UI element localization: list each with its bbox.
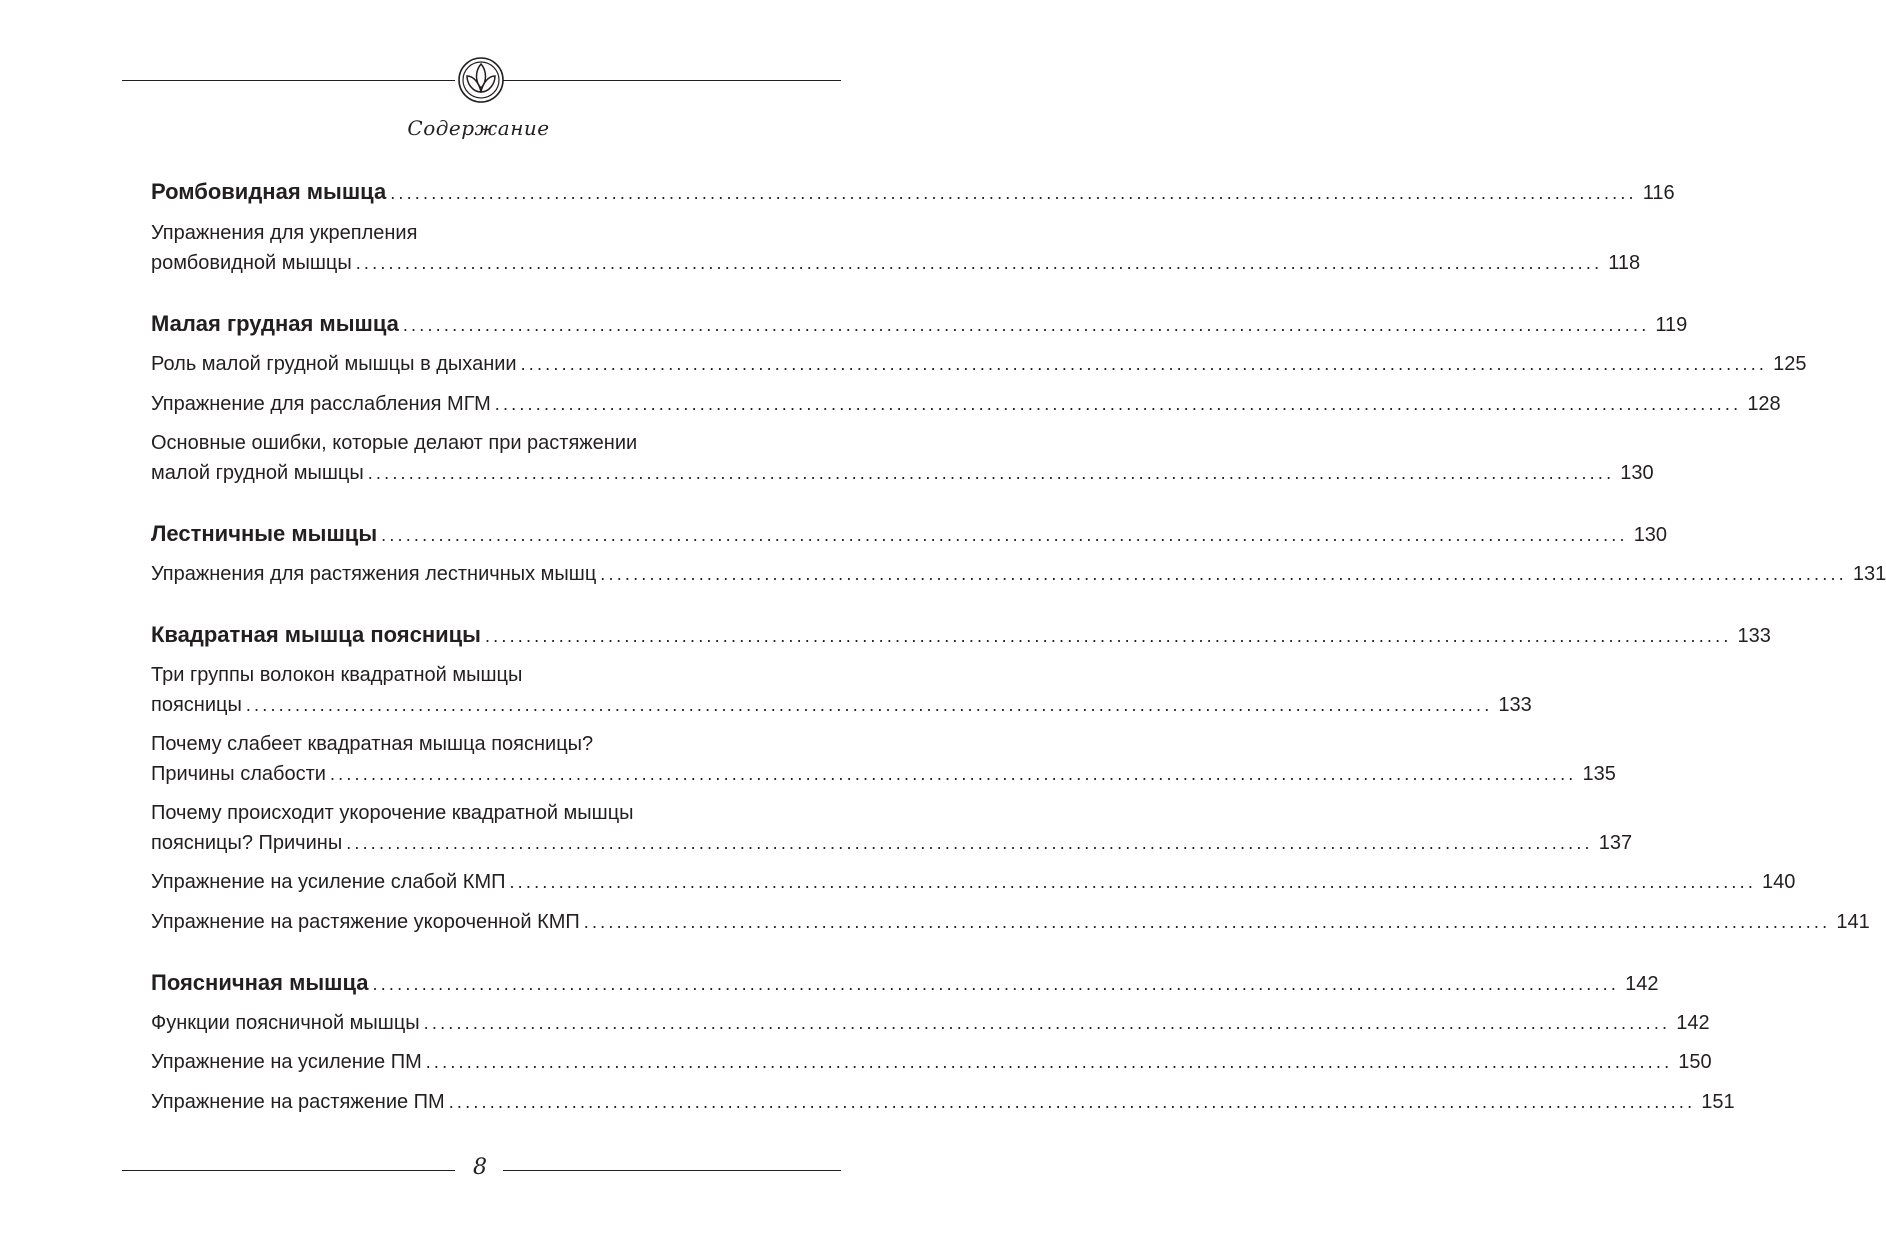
toc-page-number: 137 xyxy=(1598,832,1633,854)
dot-leader: ........................................................................................................................................................ xyxy=(583,912,1831,932)
toc-page-number: 142 xyxy=(1676,1012,1710,1034)
dot-leader: ........................................................................................................................................................ xyxy=(402,315,1650,335)
toc-subsection-entry xyxy=(151,1008,1710,1038)
toc-entry-title: Роль малой грудной мышцы в дыхании xyxy=(151,353,517,375)
toc-page-number: 131 xyxy=(1852,563,1886,585)
header-rule-left xyxy=(122,80,455,81)
toc-page-number: 141 xyxy=(1836,911,1870,933)
toc-page-number: 133 xyxy=(1737,625,1771,647)
toc-page-number: 142 xyxy=(1625,973,1659,995)
dot-leader: ........................................................................................................................................................ xyxy=(494,394,1742,414)
toc-entry-title: Упражнение на растяжение ПМ xyxy=(151,1091,445,1113)
toc-subsection-entry xyxy=(151,660,1532,720)
toc-entry-title: Лестничные мышцы xyxy=(151,521,378,546)
dot-leader: ........................................................................................................................................................ xyxy=(600,564,1847,584)
dot-leader: ........................................................................................................................................................ xyxy=(372,974,1620,994)
toc-entry-title: Функции поясничной мышцы xyxy=(151,1012,420,1034)
toc-subsection-entry xyxy=(151,349,1807,379)
toc-entry-title: поясницы xyxy=(151,694,242,716)
dot-leader: ........................................................................................................................................................ xyxy=(425,1052,1673,1072)
toc-page-number: 150 xyxy=(1678,1051,1712,1073)
toc-entry-title: Упражнение на растяжение укороченной КМП xyxy=(151,911,580,933)
toc-entry-title-line: Почему происходит укорочение квадратной мышцы xyxy=(151,802,634,824)
toc-subsection-entry xyxy=(151,1047,1712,1077)
toc-subsection-entry xyxy=(151,389,1781,419)
toc-entry-title: Упражнение на усиление слабой КМП xyxy=(151,871,506,893)
toc-entry-title: Поясничная мышца xyxy=(151,970,369,995)
dot-leader: ........................................................................................................................................................ xyxy=(509,872,1757,892)
toc-section-entry xyxy=(151,620,1771,651)
header-rule-right xyxy=(503,80,841,81)
toc-entry-title: Упражнение на усиление ПМ xyxy=(151,1051,422,1073)
toc-subsection-entry xyxy=(151,798,1633,858)
footer-rule-right xyxy=(503,1170,841,1171)
toc-section-entry xyxy=(151,177,1675,208)
toc-page-number: 116 xyxy=(1642,182,1675,204)
toc-entry-title: поясницы? Причины xyxy=(151,832,343,854)
toc-page-number: 135 xyxy=(1582,763,1616,785)
lotus-emblem-icon xyxy=(457,56,505,104)
toc-entry-title: Малая грудная мышца xyxy=(151,311,399,336)
toc-section-entry xyxy=(151,968,1659,999)
toc-page-number: 151 xyxy=(1701,1091,1735,1113)
toc-entry-title-line: Упражнения для укрепления xyxy=(151,222,418,244)
toc-entry-title: Упражнение для расслабления МГМ xyxy=(151,393,491,415)
toc-page-number: 130 xyxy=(1620,462,1654,484)
dot-leader: ........................................................................................................................................................ xyxy=(448,1092,1696,1112)
footer-rule-left xyxy=(122,1170,455,1171)
toc-entry-title: Упражнения для растяжения лестничных мышц xyxy=(151,563,597,585)
dot-leader: ........................................................................................................................................................ xyxy=(355,253,1603,273)
toc-entry-title: Квадратная мышца поясницы xyxy=(151,622,481,647)
dot-leader: ........................................................................................................................................................ xyxy=(381,525,1628,545)
toc-page-number: 118 xyxy=(1608,252,1641,274)
running-title: Содержание xyxy=(407,116,550,140)
toc-entry-title-line: Основные ошибки, которые делают при растяжении xyxy=(151,432,638,454)
toc-subsection-entry xyxy=(151,907,1870,937)
toc-subsection-entry xyxy=(151,729,1616,789)
toc-section-entry xyxy=(151,309,1688,340)
toc-entry-title: ромбовидной мышцы xyxy=(151,252,352,274)
toc-subsection-entry xyxy=(151,428,1654,488)
toc-page-number: 140 xyxy=(1762,871,1796,893)
toc-entry-title: малой грудной мышцы xyxy=(151,462,364,484)
toc-entry-title-line: Почему слабеет квадратная мышца поясницы? xyxy=(151,733,594,755)
dot-leader: ........................................................................................................................................................ xyxy=(520,354,1768,374)
toc-page-number: 133 xyxy=(1498,694,1532,716)
toc-section-entry xyxy=(151,519,1668,550)
toc-subsection-entry xyxy=(151,559,1886,589)
toc-page-number: 125 xyxy=(1773,353,1807,375)
toc-page-number: 128 xyxy=(1747,393,1781,415)
dot-leader: ........................................................................................................................................................ xyxy=(390,183,1637,203)
dot-leader: ........................................................................................................................................................ xyxy=(484,626,1732,646)
toc-subsection-entry xyxy=(151,1087,1735,1117)
dot-leader: ........................................................................................................................................................ xyxy=(423,1013,1671,1033)
page-number: 8 xyxy=(473,1155,487,1180)
toc-subsection-entry xyxy=(151,218,1641,278)
toc-entry-title: Причины слабости xyxy=(151,763,326,785)
toc-page-number: 119 xyxy=(1655,314,1688,336)
dot-leader: ........................................................................................................................................................ xyxy=(367,463,1615,483)
toc-subsection-entry xyxy=(151,867,1796,897)
toc-entry-title: Ромбовидная мышца xyxy=(151,179,387,204)
dot-leader: ........................................................................................................................................................ xyxy=(346,833,1593,853)
toc-page-number: 130 xyxy=(1633,524,1668,546)
dot-leader: ........................................................................................................................................................ xyxy=(245,695,1493,715)
dot-leader: ........................................................................................................................................................ xyxy=(329,764,1577,784)
toc-entry-title-line: Три группы волокон квадратной мышцы xyxy=(151,664,523,686)
